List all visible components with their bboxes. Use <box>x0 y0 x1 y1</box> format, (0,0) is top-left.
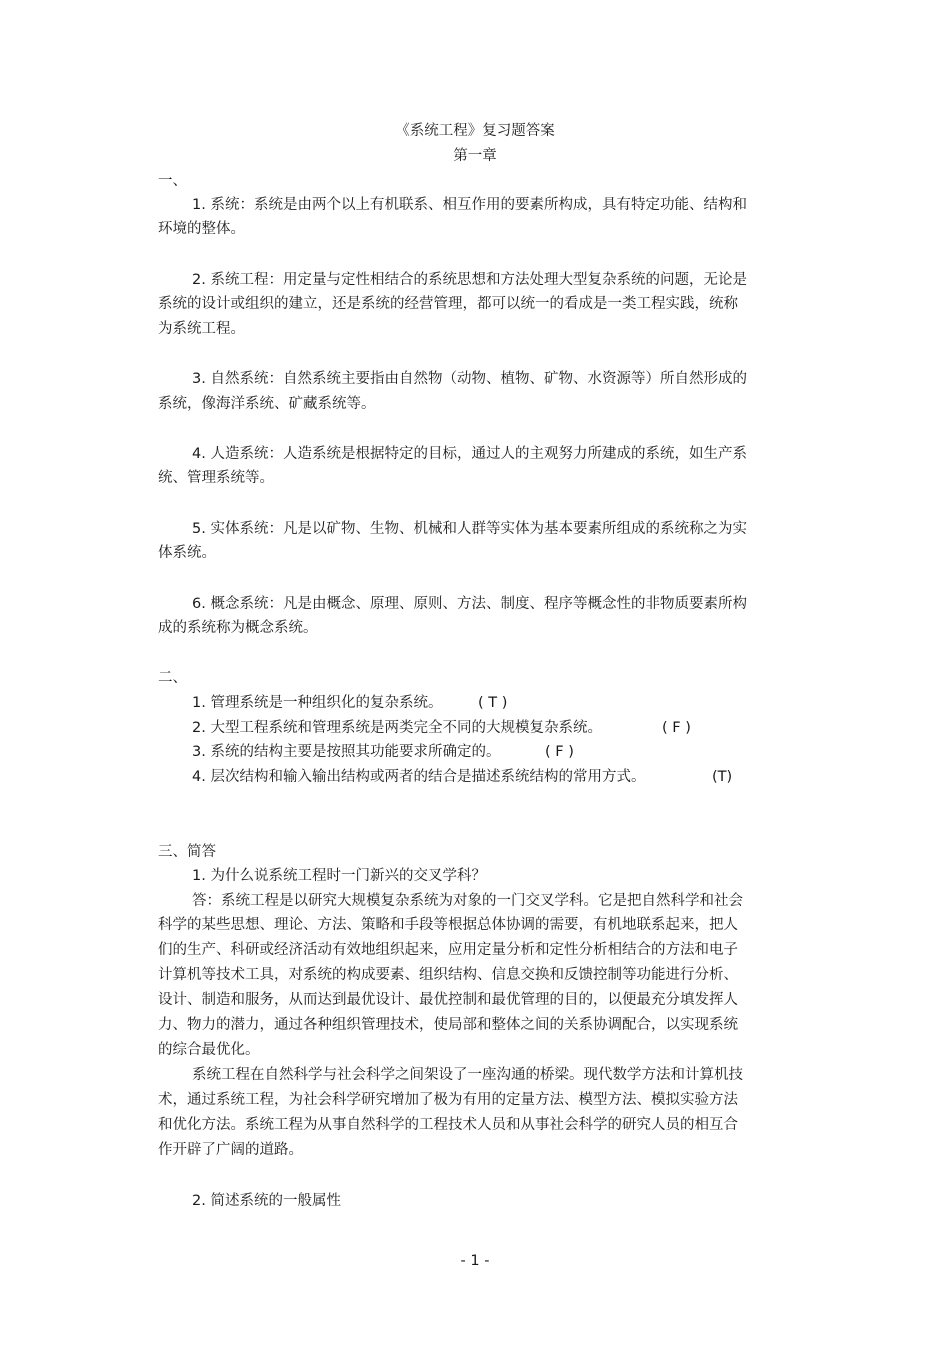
definition-3-line-2: 系统，像海洋系统、矿藏系统等。 <box>158 396 376 412</box>
answer-1-line-4: 计算机等技术工具，对系统的构成要素、组织结构、信息交换和反馈控制等功能进行分析、 <box>158 967 738 983</box>
true-false-answer-2: ( F ) <box>662 720 691 736</box>
definition-3-line-1: 3. 自然系统：自然系统主要指由自然物（动物、植物、矿物、水资源等）所自然形成的 <box>192 371 747 387</box>
definition-4-line-2: 统、管理系统等。 <box>158 470 274 486</box>
chapter-title: 第一章 <box>453 148 497 164</box>
definition-2-line-2: 系统的设计或组织的建立，还是系统的经营管理，都可以统一的看成是一类工程实践，统称 <box>158 296 738 312</box>
section-3-heading: 三、简答 <box>158 844 216 860</box>
answer-1-line-6: 力、物力的潜力，通过各种组织管理技术，使局部和整体之间的关系协调配合，以实现系统 <box>158 1017 738 1033</box>
definition-5-line-1: 5. 实体系统：凡是以矿物、生物、机械和人群等实体为基本要素所组成的系统称之为实 <box>192 521 747 537</box>
answer-1-paragraph-2-line-1: 系统工程在自然科学与社会科学之间架设了一座沟通的桥梁。现代数学方法和计算机技 <box>192 1067 743 1083</box>
answer-1-paragraph-2-line-2: 术，通过系统工程，为社会科学研究增加了极为有用的定量方法、模型方法、模拟实验方法 <box>158 1092 738 1108</box>
answer-1-line-7: 的综合最优化。 <box>158 1042 260 1058</box>
true-false-answer-4: (T) <box>712 769 733 785</box>
answer-1-paragraph-2-line-4: 作开辟了广阔的道路。 <box>158 1142 303 1158</box>
answer-1-paragraph-2-line-3: 和优化方法。系统工程为从事自然科学的工程技术人员和从事社会科学的研究人员的相互合 <box>158 1117 738 1133</box>
definition-1-line-2: 环境的整体。 <box>158 221 245 237</box>
definition-4-line-1: 4. 人造系统：人造系统是根据特定的目标，通过人的主观努力所建成的系统，如生产系 <box>192 446 747 462</box>
question-1: 1. 为什么说系统工程时一门新兴的交叉学科？ <box>192 868 486 884</box>
question-2: 2. 简述系统的一般属性 <box>192 1193 341 1209</box>
answer-1-line-2: 科学的某些思想、理论、方法、策略和手段等根据总体协调的需要，有机地联系起来，把人 <box>158 917 738 933</box>
true-false-answer-3: ( F ) <box>545 744 574 760</box>
true-false-statement-1: 1. 管理系统是一种组织化的复杂系统。 <box>192 695 443 711</box>
answer-1-line-3: 们的生产、科研或经济活动有效地组织起来，应用定量分析和定性分析相结合的方法和电子 <box>158 942 738 958</box>
definition-6-line-2: 成的系统称为概念系统。 <box>158 620 318 636</box>
answer-1-line-1: 答：系统工程是以研究大规模复杂系统为对象的一门交叉学科。它是把自然科学和社会 <box>192 893 743 909</box>
true-false-statement-4: 4. 层次结构和输入输出结构或两者的结合是描述系统结构的常用方式。 <box>192 769 646 785</box>
definition-6-line-1: 6. 概念系统：凡是由概念、原理、原则、方法、制度、程序等概念性的非物质要素所构 <box>192 596 747 612</box>
definition-1-line-1: 1. 系统：系统是由两个以上有机联系、相互作用的要素所构成，具有特定功能、结构和 <box>192 197 747 213</box>
true-false-answer-1: ( T ) <box>478 695 508 711</box>
definition-5-line-2: 体系统。 <box>158 545 216 561</box>
section-1-heading: 一、 <box>158 173 187 189</box>
section-2-heading: 二、 <box>158 670 187 686</box>
true-false-statement-2: 2. 大型工程系统和管理系统是两类完全不同的大规模复杂系统。 <box>192 720 602 736</box>
answer-1-line-5: 设计、制造和服务，从而达到最优设计、最优控制和最优管理的目的，以便最充分填发挥人 <box>158 992 738 1008</box>
document-title: 《系统工程》复习题答案 <box>395 123 555 139</box>
page-number: - 1 - <box>460 1253 490 1269</box>
definition-2-line-3: 为系统工程。 <box>158 321 245 337</box>
true-false-statement-3: 3. 系统的结构主要是按照其功能要求所确定的。 <box>192 744 501 760</box>
definition-2-line-1: 2. 系统工程：用定量与定性相结合的系统思想和方法处理大型复杂系统的问题，无论是 <box>192 272 747 288</box>
